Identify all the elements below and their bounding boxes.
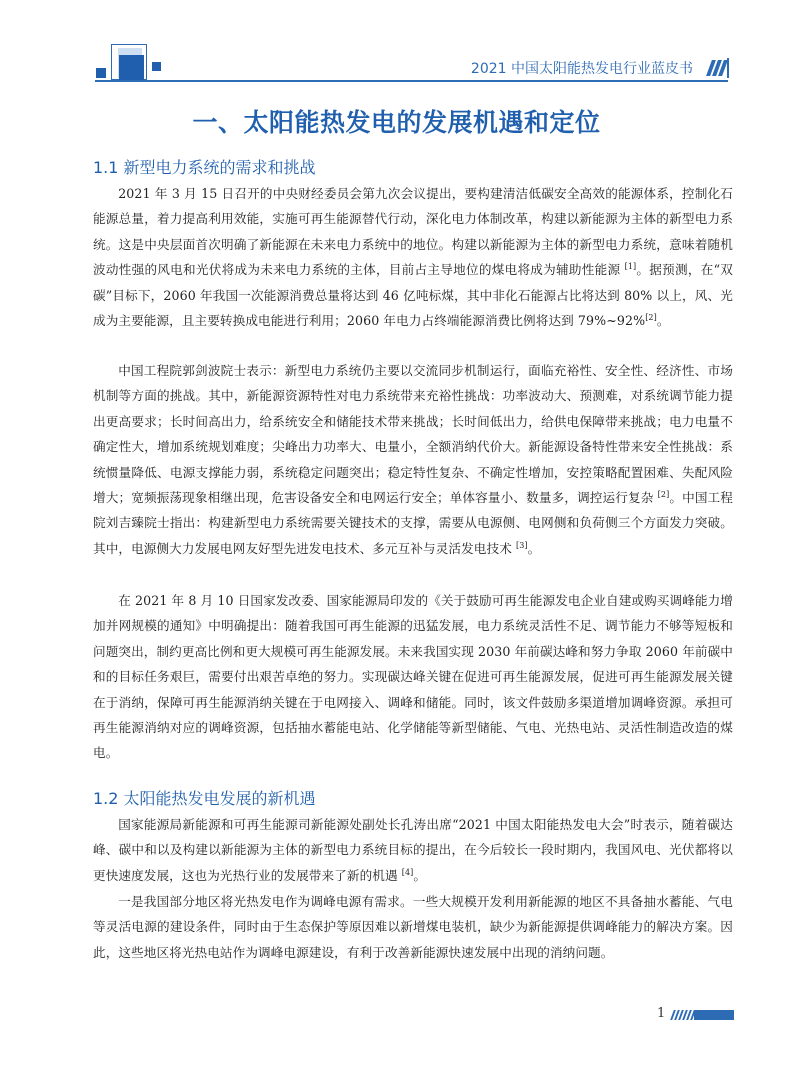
footer-slash-marks — [672, 1010, 694, 1020]
paragraph: 国家能源局新能源和可再生能源司新能源处副处长孔涛出席“2021 中国太阳能热发电大会”时表示，随着碳达峰、碳中和以及构建以新能源为主体的新型电力系统目标的提出，在今后较长一段时期内，我国风电、光伏都将以更快速度发展，这也为光热行业的发展带来了新的机遇 [4]。 — [93, 817, 733, 883]
header-slash-marks — [709, 60, 725, 76]
book-title: 2021 中国太阳能热发电行业蓝皮书 — [470, 61, 693, 77]
header-decoration-small-square-right — [152, 62, 161, 71]
paragraph: 2021 年 3 月 15 日召开的中央财经委员会第九次会议提出，要构建清洁低碳安全高效的能源体系，控制化石能源总量，着力提高利用效能，实施可再生能源替代行动，深化电力体制改革，构建以新能源为主体的新型电力系统。这是中央层面首次明确了新能源在未来电力系统中的地位。构建以新能源为主体的新型电力系统，意味着随机波动性强的风电和光伏将成为未来电力系统的主体，目前占主导地位的煤电将成为辅助性能源 [1]。据预测，在“双碳”目标下，2060 年我国一次能源消费总量将达到 46 亿吨标煤，其中非化石能源占比将达到 80% 以上，风、光成为主要能源，且主要转换成电能进行利用；2060 年电力占终端能源消费比例将达到 79%~92%[2]。 — [93, 186, 733, 329]
chapter-title: 一、太阳能热发电的发展机遇和定位 — [192, 108, 601, 137]
paragraph: 一是我国部分地区将光热发电作为调峰电源有需求。一些大规模开发利用新能源的地区不具备抽水蓄能、气电等灵活电源的建设条件，同时由于生态保护等原因难以新增煤电装机，缺少为新能源提供调峰能力的解决方案。因此，这些地区将光热电站作为调峰电源建设，有利于改善新能源快速发展中出现的消纳问题。 — [93, 894, 733, 960]
header-decoration-small-square-left — [96, 68, 106, 78]
citation: [2] — [645, 313, 657, 323]
header-end-bar — [727, 58, 729, 78]
header-decoration-large-square — [119, 55, 144, 82]
section-title-1-2: 1.2 太阳能热发电发展的新机遇 — [93, 789, 316, 808]
citation: [1] — [624, 262, 637, 272]
section-title-1-1: 1.1 新型电力系统的需求和挑战 — [93, 158, 316, 177]
citation: [2] — [657, 490, 670, 500]
paragraph: 中国工程院郭剑波院士表示：新型电力系统仍主要以交流同步机制运行，面临充裕性、安全性、经济性、市场机制等方面的挑战。其中，新能源资源特性对电力系统带来充裕性挑战：功率波动大、预测难，对系统调节能力提出更高要求；长时间高出力，给系统安全和储能技术带来挑战；长时间低出力，给供电保障带来挑战；电力电量不确定性大，增加系统规划难度；尖峰出力功率大、电量小，全额消纳代价大。新能源设备特性带来安全性挑战：系统惯量降低、电源支撑能力弱，系统稳定问题突出；稳定特性复杂、不确定性增加，安控策略配置困难、失配风险增大；宽频振荡现象相继出现，危害设备安全和电网运行安全；单体容量小、数量多，调控运行复杂 [2]。中国工程院刘吉臻院士指出：构建新型电力系统需要关键技术的支撑，需要从电源侧、电网侧和负荷侧三个方面发力突破。其中，电源侧大力发展电网友好型先进发电技术、多元互补与灵活发电技术 [3]。 — [93, 363, 733, 556]
footer-bar — [694, 1010, 734, 1020]
page-header — [0, 0, 793, 100]
citation: [3] — [516, 540, 528, 550]
paragraph: 在 2021 年 8 月 10 日国家发改委、国家能源局印发的《关于鼓励可再生能源发电企业自建或购买调峰能力增加并网规模的通知》中明确提出：随着我国可再生能源的迅猛发展，电力系统灵活性不足、调节能力不够等短板和问题突出，制约更高比例和更大规模可再生能源发展。未来我国实现 2030 年前碳达峰和努力争取 2060 年前碳中和的目标任务艰巨，需要付出艰苦卓绝的努力。实现碳达峰关键在促进可再生能源发展，促进可再生能源发展关键在于消纳，保障可再生能源消纳关键在于电网接入、调峰和储能。同时，该文件鼓励多渠道增加调峰资源。承担可再生能源消纳对应的调峰资源，包括抽水蓄能电站、化学储能等新型储能、气电、光热电站、灵活性制造改造的煤电。 — [93, 593, 733, 761]
page-number: 1 — [657, 1006, 666, 1021]
header-rule — [95, 80, 728, 82]
citation: [4] — [401, 867, 414, 877]
